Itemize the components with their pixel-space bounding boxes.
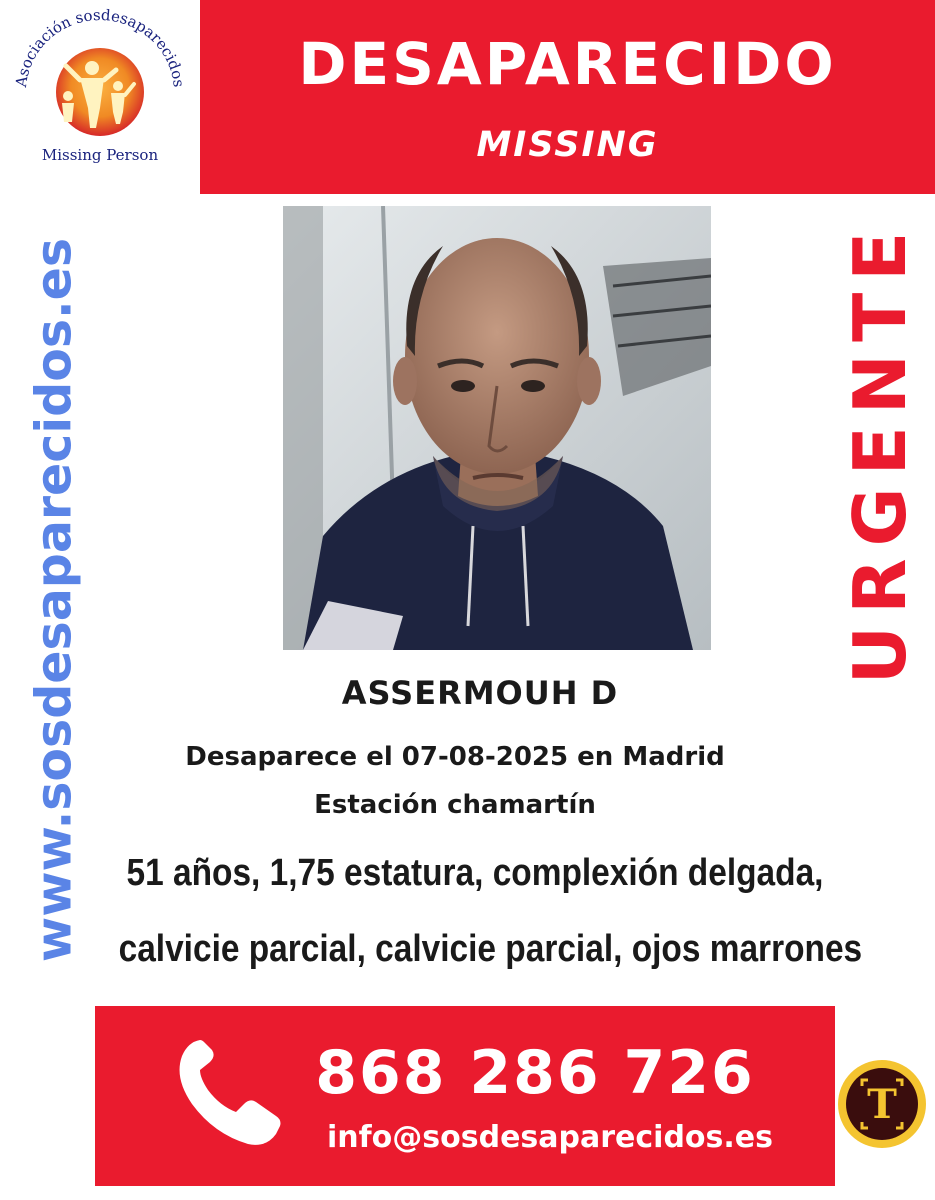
description-line-1: 51 años, 1,75 estatura, complexión delgada,	[126, 852, 824, 894]
poster-title: DESAPARECIDO	[298, 30, 837, 98]
website-vertical-text: www.sosdesaparecidos.es	[25, 237, 83, 963]
poster-subtitle: MISSING	[476, 125, 659, 165]
phone-icon	[170, 1030, 290, 1150]
phone-number: 868 286 726	[315, 1038, 755, 1108]
logo-arc-text: Asociación sosdesaparecidos	[12, 5, 188, 89]
missing-person-photo	[283, 206, 711, 650]
missing-date-place: Desaparece el 07-08-2025 en Madrid	[185, 742, 725, 772]
logo-caption: Missing Person	[41, 146, 159, 164]
family-silhouette-icon	[56, 48, 144, 136]
watermark-letter: T	[867, 1081, 897, 1128]
urgent-vertical-text: URGENTE	[838, 219, 922, 685]
description-line-2: calvicie parcial, calvicie parcial, ojos marrones	[118, 928, 863, 970]
watermark-badge-icon	[836, 1058, 928, 1150]
person-name: ASSERMOUH D	[341, 674, 619, 712]
missing-location: Estación chamartín	[314, 790, 596, 820]
contact-email: info@sosdesaparecidos.es	[326, 1120, 773, 1155]
logo-graphic	[0, 0, 200, 194]
